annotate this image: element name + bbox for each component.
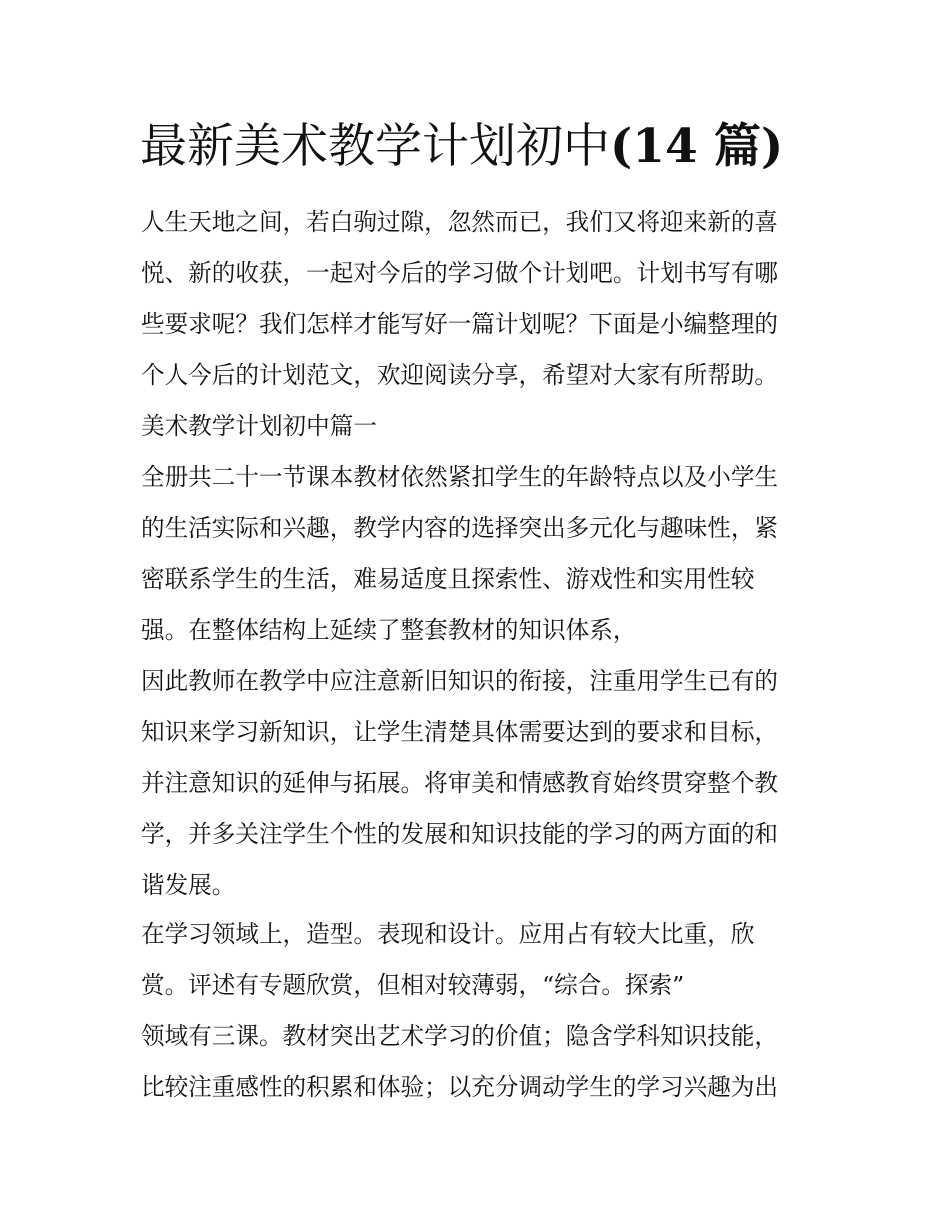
title-count-text: (14 篇)	[610, 119, 784, 174]
body-line-9: 强。在整体结构上延续了整套教材的知识体系，	[141, 616, 637, 644]
body-line-3: 些要求呢？我们怎样才能写好一篇计划呢？下面是小编整理的	[141, 310, 779, 338]
body-line-10: 因此教师在教学中应注意新旧知识的衔接，注重用学生已有的	[141, 667, 779, 695]
body-line-16: 赏。评述有专题欣赏，但相对较薄弱，“综合。探索”	[141, 971, 685, 999]
section-heading: 美术教学计划初中篇一	[141, 412, 377, 440]
document-title	[140, 116, 840, 178]
body-line-7: 的生活实际和兴趣，教学内容的选择突出多元化与趣味性，紧	[141, 514, 779, 542]
body-line-17: 领域有三课。教材突出艺术学习的价值；隐含学科知识技能，	[141, 1022, 779, 1050]
body-line-6: 全册共二十一节课本教材依然紧扣学生的年龄特点以及小学生	[141, 463, 779, 491]
body-line-15: 在学习领域上，造型。表现和设计。应用占有较大比重，欣	[141, 920, 755, 948]
body-line-18: 比较注重感性的积累和体验；以充分调动学生的学习兴趣为出	[141, 1073, 779, 1101]
body-line-12: 并注意知识的延伸与拓展。将审美和情感教育始终贯穿整个教	[141, 769, 779, 797]
body-line-13: 学，并多关注学生个性的发展和知识技能的学习的两方面的和	[141, 820, 779, 848]
body-line-14: 谐发展。	[141, 871, 236, 899]
title-main-text: 最新美术教学计划初中	[140, 119, 610, 174]
body-line-2: 悦、新的收获，一起对今后的学习做个计划吧。计划书写有哪	[141, 259, 779, 287]
body-line-11: 知识来学习新知识，让学生清楚具体需要达到的要求和目标，	[141, 718, 779, 746]
body-line-1: 人生天地之间，若白驹过隙，忽然而已，我们又将迎来新的喜	[141, 208, 779, 236]
body-line-4: 个人今后的计划范文，欢迎阅读分享，希望对大家有所帮助。	[141, 361, 779, 389]
body-line-8: 密联系学生的生活，难易适度且探索性、游戏性和实用性较	[141, 565, 755, 593]
